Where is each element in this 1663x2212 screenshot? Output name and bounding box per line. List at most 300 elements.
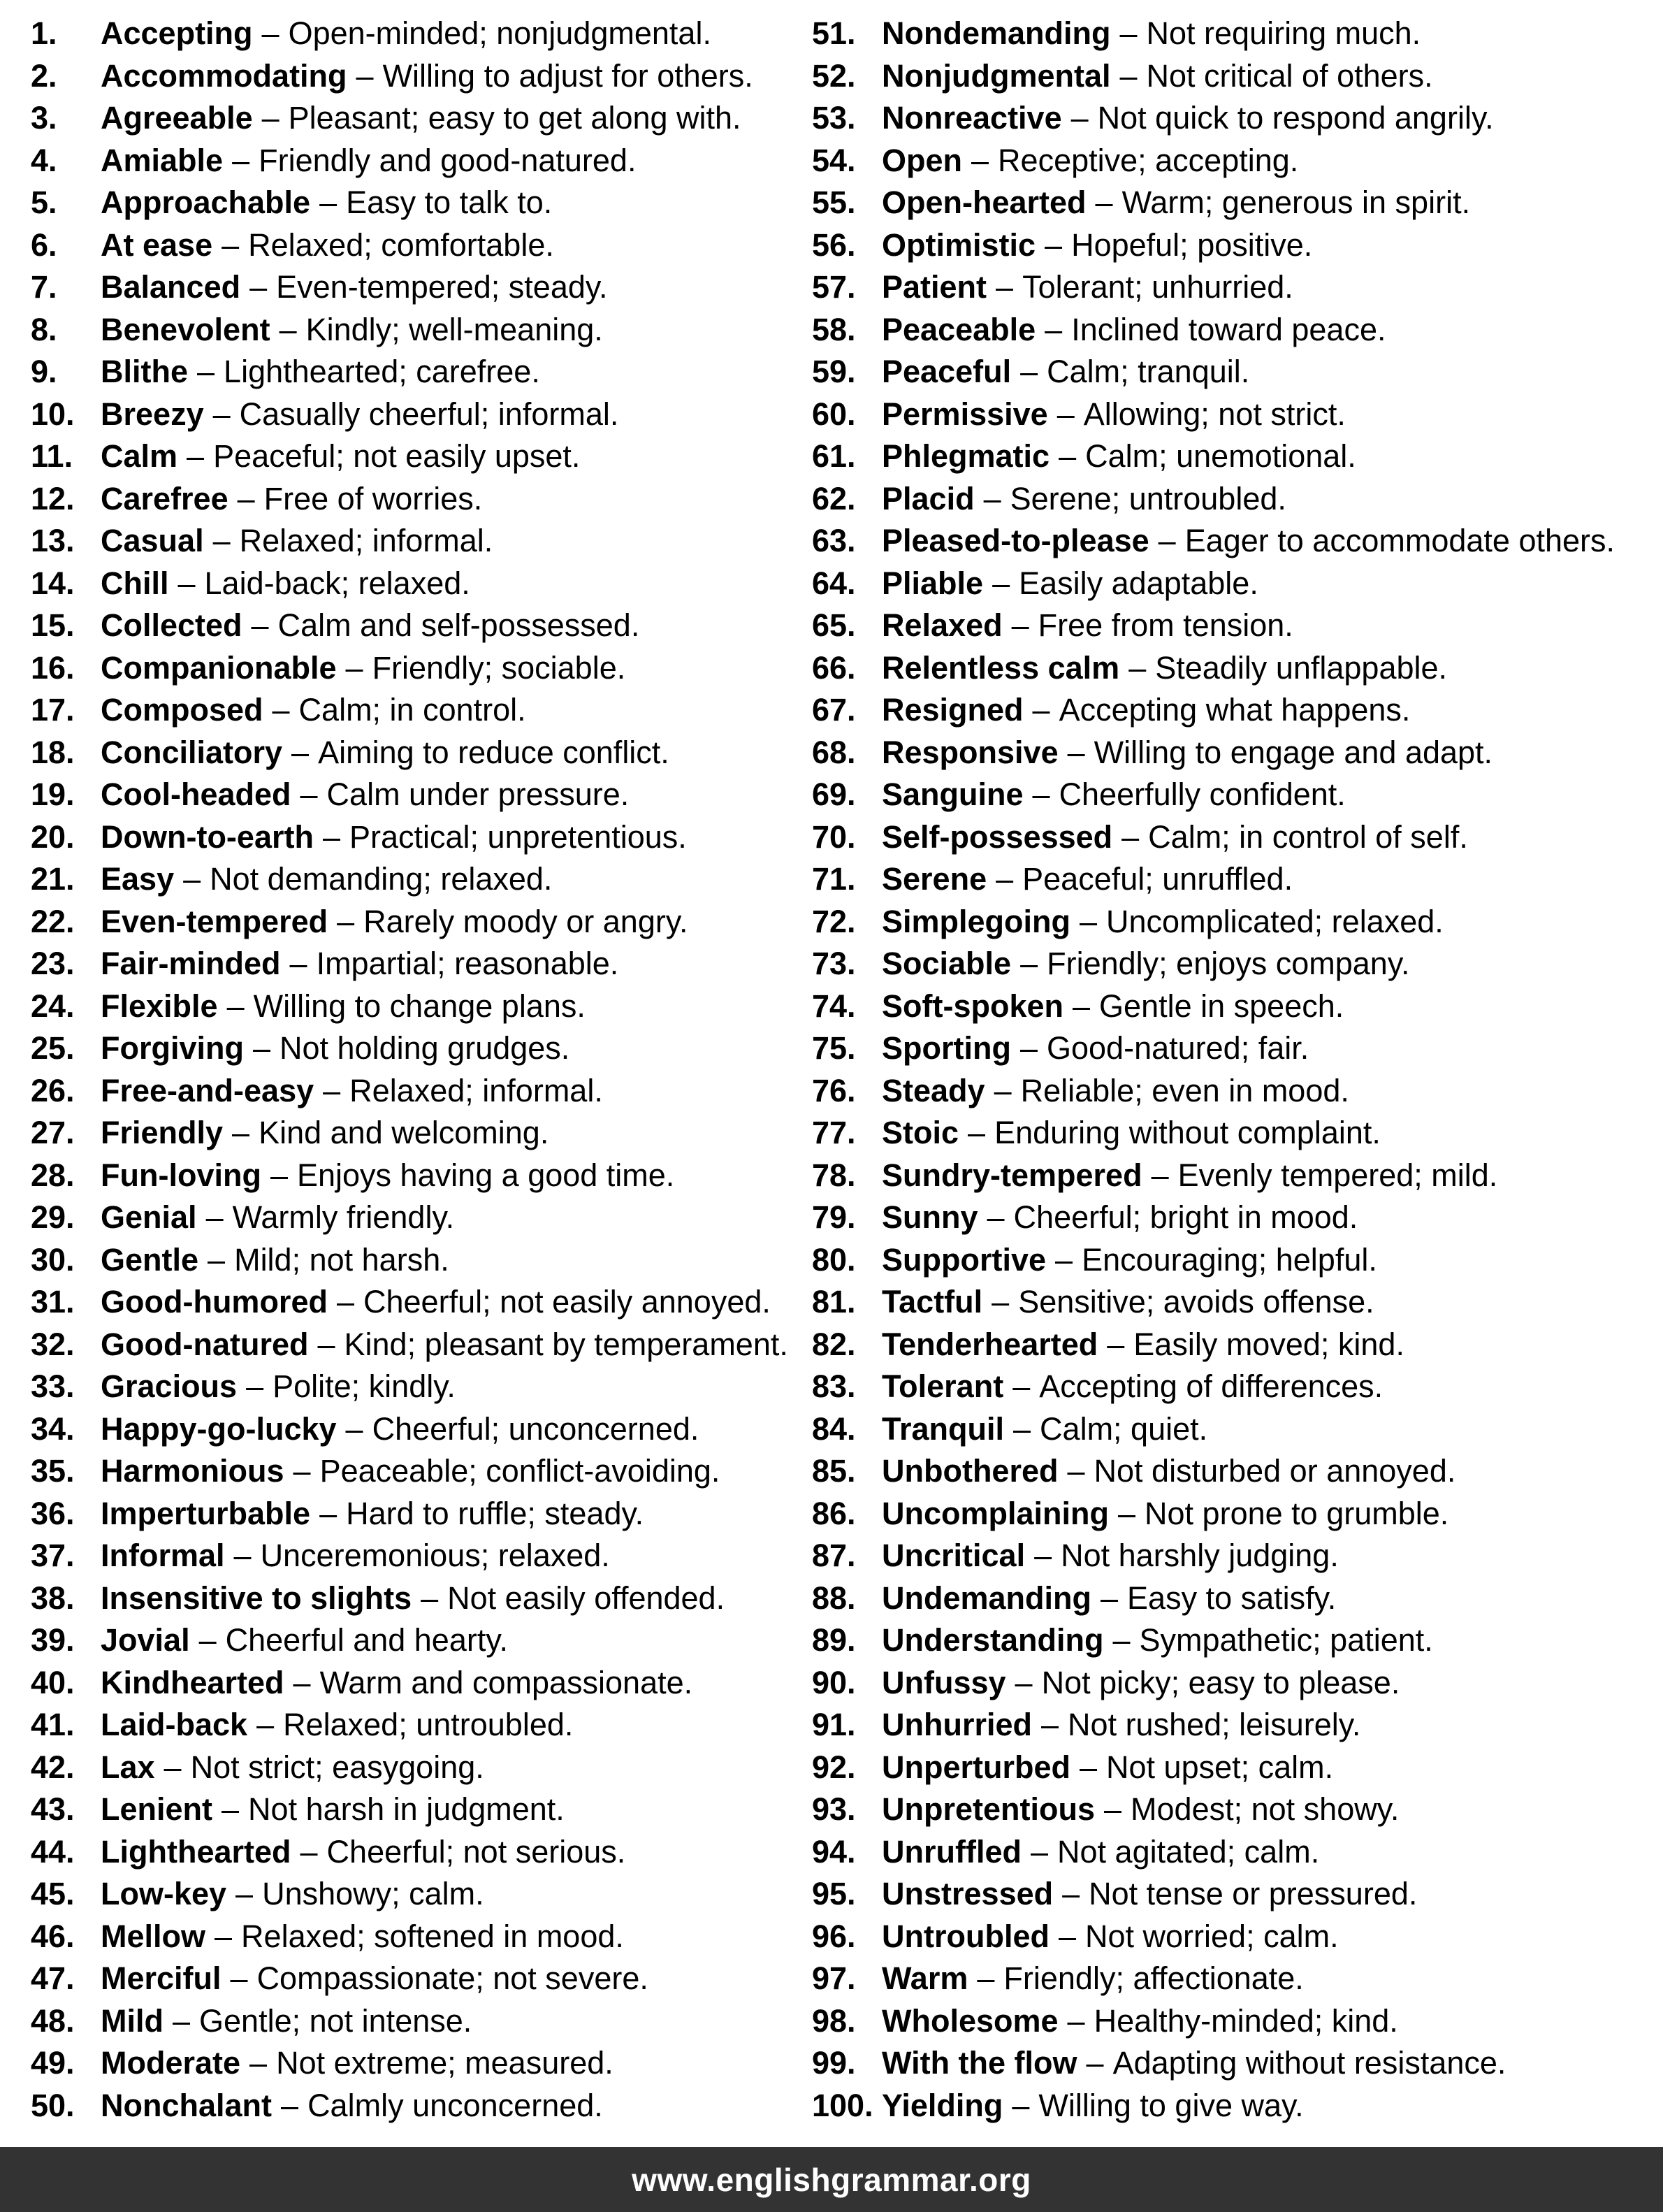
- item-definition: Cheerful and hearty.: [225, 1622, 509, 1658]
- item-word: Collected: [101, 607, 242, 643]
- item-word: Undemanding: [882, 1580, 1091, 1616]
- item-text: [882, 1070, 1349, 1113]
- list-item: [31, 1619, 812, 1662]
- item-word: Serene: [882, 861, 987, 897]
- list-item: [812, 1239, 1615, 1282]
- item-definition: Calm; in control.: [298, 692, 526, 728]
- item-definition: Pleasant; easy to get along with.: [288, 100, 741, 136]
- item-definition: Friendly and good-natured.: [259, 142, 637, 178]
- list-item: [812, 1747, 1615, 1789]
- item-definition: Receptive; accepting.: [998, 142, 1299, 178]
- item-word: Mellow: [101, 1918, 206, 1954]
- item-definition: Cheerful; bright in mood.: [1013, 1199, 1358, 1235]
- item-definition: Compassionate; not severe.: [256, 1960, 648, 1996]
- item-separator: –: [235, 1876, 254, 1911]
- item-number: 57.: [812, 269, 856, 305]
- item-text: [101, 1747, 484, 1789]
- item-number: 51.: [812, 15, 856, 51]
- item-separator: –: [291, 734, 310, 770]
- item-separator: –: [233, 1538, 252, 1573]
- item-text: [101, 563, 470, 605]
- item-text: [101, 1112, 549, 1155]
- item-definition: Free of worries.: [263, 480, 483, 516]
- item-separator: –: [212, 396, 231, 432]
- item-word: Friendly: [101, 1115, 224, 1150]
- item-word: Nondemanding: [882, 15, 1111, 51]
- list-item: [812, 605, 1615, 647]
- item-definition: Not disturbed or annoyed.: [1094, 1453, 1456, 1489]
- item-definition: Calm; unemotional.: [1085, 438, 1356, 474]
- item-text: [882, 351, 1249, 393]
- item-word: Untroubled: [882, 1918, 1050, 1954]
- list-item: [812, 732, 1615, 774]
- item-separator: –: [1107, 1326, 1125, 1362]
- item-definition: Not upset; calm.: [1106, 1749, 1334, 1785]
- item-text: [101, 351, 540, 393]
- item-number: 85.: [812, 1453, 856, 1489]
- list-item: [812, 563, 1615, 605]
- item-number: 29.: [31, 1199, 75, 1235]
- list-item: [812, 224, 1615, 267]
- item-separator: –: [272, 692, 290, 728]
- list-item: [31, 520, 812, 563]
- item-definition: Not holding grudges.: [279, 1030, 570, 1066]
- list-item: [31, 1747, 812, 1789]
- item-definition: Cheerful; unconcerned.: [372, 1410, 699, 1447]
- item-separator: –: [323, 1072, 341, 1108]
- list-item: [812, 1535, 1615, 1577]
- item-text: [101, 1450, 720, 1493]
- item-word: Free-and-easy: [101, 1072, 314, 1108]
- item-word: Permissive: [882, 396, 1048, 432]
- item-number: 38.: [31, 1580, 75, 1616]
- item-text: [882, 55, 1433, 98]
- item-word: Peaceable: [882, 311, 1036, 347]
- item-number: 14.: [31, 565, 75, 601]
- item-text: [882, 563, 1258, 605]
- item-definition: Easily moved; kind.: [1133, 1326, 1404, 1362]
- item-text: [882, 774, 1346, 816]
- list-item: [31, 1873, 812, 1916]
- list-item: [812, 1281, 1615, 1324]
- item-text: [101, 605, 639, 647]
- item-definition: Cheerful; not easily annoyed.: [363, 1284, 771, 1320]
- list-item: [31, 1704, 812, 1747]
- item-definition: Mild; not harsh.: [234, 1241, 449, 1278]
- item-definition: Not critical of others.: [1146, 57, 1433, 94]
- item-separator: –: [208, 1241, 226, 1278]
- item-separator: –: [336, 1284, 354, 1320]
- item-separator: –: [1012, 1368, 1031, 1404]
- item-separator: –: [1062, 1876, 1080, 1911]
- item-number: 44.: [31, 1833, 75, 1870]
- item-definition: Calm; tranquil.: [1047, 354, 1250, 389]
- word-list-column-left: [31, 13, 812, 2127]
- item-number: 84.: [812, 1410, 856, 1447]
- item-separator: –: [289, 946, 307, 981]
- item-definition: Relaxed; comfortable.: [248, 226, 554, 263]
- item-number: 93.: [812, 1791, 856, 1827]
- list-item: [812, 1831, 1615, 1874]
- item-separator: –: [992, 565, 1010, 601]
- item-text: [882, 943, 1410, 985]
- item-word: Tenderhearted: [882, 1326, 1098, 1362]
- item-word: Easy: [101, 861, 175, 897]
- item-number: 97.: [812, 1960, 856, 1996]
- item-text: [101, 1070, 603, 1113]
- word-list-column-right: [812, 13, 1615, 2127]
- item-word: Good-natured: [101, 1326, 309, 1362]
- list-item: [812, 943, 1615, 985]
- item-definition: Easy to satisfy.: [1127, 1580, 1337, 1616]
- list-item: [812, 55, 1615, 98]
- item-definition: Not demanding; relaxed.: [210, 861, 553, 897]
- item-text: [882, 858, 1293, 901]
- list-item: [812, 1112, 1615, 1155]
- item-number: 26.: [31, 1072, 75, 1108]
- item-word: Carefree: [101, 480, 228, 516]
- item-number: 96.: [812, 1918, 856, 1954]
- item-word: Imperturbable: [101, 1495, 311, 1531]
- list-item: [31, 774, 812, 816]
- item-number: 80.: [812, 1241, 856, 1278]
- item-text: [882, 647, 1447, 690]
- item-text: [101, 1281, 771, 1324]
- item-number: 6.: [31, 226, 57, 263]
- item-word: Happy-go-lucky: [101, 1410, 337, 1447]
- item-separator: –: [215, 1918, 233, 1954]
- item-separator: –: [232, 142, 250, 178]
- item-number: 71.: [812, 861, 856, 897]
- item-separator: –: [1019, 1030, 1038, 1066]
- list-item: [31, 1408, 812, 1451]
- item-separator: –: [322, 818, 340, 855]
- list-item: [812, 13, 1615, 55]
- item-number: 70.: [812, 818, 856, 855]
- item-number: 13.: [31, 523, 75, 558]
- item-number: 61.: [812, 438, 856, 474]
- item-number: 73.: [812, 946, 856, 981]
- item-definition: Kindly; well-meaning.: [305, 311, 603, 347]
- item-separator: –: [249, 269, 268, 305]
- list-item: [812, 1958, 1615, 2000]
- item-text: [882, 1281, 1374, 1324]
- list-item: [31, 1493, 812, 1535]
- item-text: [882, 266, 1293, 309]
- item-definition: Accepting of differences.: [1039, 1368, 1384, 1404]
- item-separator: –: [300, 776, 318, 812]
- item-text: [101, 1788, 565, 1831]
- item-definition: Peaceable; conflict-avoiding.: [319, 1453, 720, 1489]
- item-text: [882, 1619, 1433, 1662]
- item-separator: –: [1080, 1749, 1098, 1785]
- list-item: [812, 393, 1615, 436]
- item-word: Pliable: [882, 565, 984, 601]
- item-number: 55.: [812, 185, 856, 220]
- item-definition: Gentle; not intense.: [199, 2002, 472, 2039]
- item-separator: –: [1058, 1918, 1076, 1954]
- item-definition: Calm; quiet.: [1040, 1410, 1208, 1447]
- item-separator: –: [996, 861, 1014, 897]
- item-separator: –: [319, 1495, 337, 1531]
- item-number: 32.: [31, 1326, 75, 1362]
- item-definition: Calm and self-possessed.: [277, 607, 640, 643]
- item-number: 47.: [31, 1960, 75, 1996]
- footer-bar: [0, 2147, 1663, 2212]
- item-separator: –: [183, 861, 201, 897]
- item-definition: Tolerant; unhurried.: [1022, 269, 1293, 305]
- item-word: Mild: [101, 2002, 164, 2039]
- list-item: [812, 97, 1615, 140]
- item-separator: –: [994, 1072, 1012, 1108]
- item-text: [882, 901, 1444, 944]
- item-separator: –: [1104, 1791, 1122, 1827]
- item-text: [101, 1027, 569, 1070]
- item-number: 78.: [812, 1157, 856, 1193]
- item-separator: –: [421, 1580, 439, 1616]
- item-text: [882, 2085, 1304, 2127]
- item-definition: Not rushed; leisurely.: [1068, 1707, 1361, 1742]
- list-item: [812, 478, 1615, 521]
- item-number: 65.: [812, 607, 856, 643]
- item-word: Wholesome: [882, 2002, 1059, 2039]
- item-number: 17.: [31, 692, 75, 728]
- item-definition: Willing to change plans.: [253, 988, 586, 1024]
- item-definition: Lighthearted; carefree.: [224, 354, 540, 389]
- item-word: Pleased-to-please: [882, 523, 1149, 558]
- item-definition: Not quick to respond angrily.: [1097, 100, 1494, 136]
- item-number: 74.: [812, 988, 856, 1024]
- item-definition: Not agitated; calm.: [1057, 1833, 1320, 1870]
- item-word: Lax: [101, 1749, 155, 1785]
- list-item: [31, 858, 812, 901]
- item-word: Unfussy: [882, 1664, 1006, 1700]
- list-item: [31, 55, 812, 98]
- item-word: Composed: [101, 692, 263, 728]
- item-definition: Laid-back; relaxed.: [204, 565, 470, 601]
- list-item: [31, 13, 812, 55]
- list-item: [812, 985, 1615, 1028]
- item-definition: Not picky; easy to please.: [1041, 1664, 1400, 1700]
- item-definition: Unceremonious; relaxed.: [260, 1538, 610, 1573]
- list-item: [31, 393, 812, 436]
- item-text: [101, 1916, 624, 1958]
- list-item: [812, 689, 1615, 732]
- item-word: Unhurried: [882, 1707, 1033, 1742]
- item-separator: –: [996, 269, 1014, 305]
- item-text: [882, 1324, 1404, 1366]
- item-text: [101, 393, 618, 436]
- item-definition: Warmly friendly.: [232, 1199, 455, 1235]
- item-word: Even-tempered: [101, 903, 328, 939]
- item-word: Phlegmatic: [882, 438, 1050, 474]
- item-number: 41.: [31, 1707, 75, 1742]
- item-separator: –: [187, 438, 205, 474]
- item-separator: –: [300, 1833, 318, 1870]
- item-number: 45.: [31, 1876, 75, 1911]
- list-item: [31, 1916, 812, 1958]
- item-text: [882, 309, 1386, 352]
- item-separator: –: [1095, 185, 1113, 220]
- item-word: Steady: [882, 1072, 985, 1108]
- item-separator: –: [1030, 1833, 1049, 1870]
- list-item: [31, 266, 812, 309]
- item-number: 48.: [31, 2002, 75, 2039]
- item-word: At ease: [101, 226, 213, 263]
- list-item: [31, 1281, 812, 1324]
- item-text: [882, 435, 1356, 478]
- list-item: [812, 1324, 1615, 1366]
- item-word: Gracious: [101, 1368, 238, 1404]
- item-definition: Calmly unconcerned.: [307, 2087, 603, 2123]
- item-text: [101, 2042, 613, 2085]
- item-word: Nonreactive: [882, 100, 1062, 136]
- item-number: 8.: [31, 311, 57, 347]
- item-definition: Not strict; easygoing.: [190, 1749, 484, 1785]
- item-definition: Evenly tempered; mild.: [1177, 1157, 1498, 1193]
- item-text: [882, 605, 1293, 647]
- list-item: [812, 1450, 1615, 1493]
- item-text: [101, 266, 608, 309]
- item-separator: –: [1128, 649, 1147, 686]
- item-definition: Serene; untroubled.: [1010, 480, 1286, 516]
- item-definition: Aiming to reduce conflict.: [318, 734, 669, 770]
- item-separator: –: [279, 311, 297, 347]
- item-definition: Warm; generous in spirit.: [1121, 185, 1471, 220]
- item-definition: Not harshly judging.: [1061, 1538, 1339, 1573]
- item-number: 89.: [812, 1622, 856, 1658]
- list-item: [31, 1450, 812, 1493]
- item-definition: Not tense or pressured.: [1089, 1876, 1418, 1911]
- item-separator: –: [256, 1707, 275, 1742]
- item-number: 27.: [31, 1115, 75, 1150]
- item-number: 98.: [812, 2002, 856, 2039]
- item-definition: Relaxed; untroubled.: [283, 1707, 574, 1742]
- item-word: Soft-spoken: [882, 988, 1064, 1024]
- item-text: [882, 732, 1493, 774]
- item-number: 42.: [31, 1749, 75, 1785]
- item-separator: –: [249, 2045, 268, 2081]
- item-separator: –: [261, 100, 279, 136]
- item-separator: –: [222, 1791, 240, 1827]
- item-definition: Easily adaptable.: [1019, 565, 1258, 601]
- item-text: [882, 689, 1410, 732]
- item-word: Warm: [882, 1960, 968, 1996]
- item-number: 68.: [812, 734, 856, 770]
- item-word: Optimistic: [882, 226, 1036, 263]
- item-word: Calm: [101, 438, 178, 474]
- list-item: [31, 816, 812, 859]
- item-word: Understanding: [882, 1622, 1104, 1658]
- item-text: [101, 1577, 725, 1620]
- item-word: Cool-headed: [101, 776, 291, 812]
- item-number: 69.: [812, 776, 856, 812]
- item-text: [101, 2000, 472, 2043]
- item-text: [101, 478, 482, 521]
- item-number: 52.: [812, 57, 856, 94]
- list-item: [31, 1197, 812, 1239]
- item-definition: Friendly; affectionate.: [1003, 1960, 1304, 1996]
- item-definition: Easy to talk to.: [346, 185, 553, 220]
- item-text: [882, 478, 1286, 521]
- item-separator: –: [1067, 2002, 1085, 2039]
- item-text: [101, 1619, 508, 1662]
- item-definition: Kind and welcoming.: [259, 1115, 549, 1150]
- list-item: [31, 1324, 812, 1366]
- item-separator: –: [197, 354, 215, 389]
- item-number: 79.: [812, 1199, 856, 1235]
- item-separator: –: [977, 1960, 995, 1996]
- item-word: Harmonious: [101, 1453, 284, 1489]
- item-text: [101, 55, 753, 98]
- list-item: [31, 435, 812, 478]
- item-word: Flexible: [101, 988, 218, 1024]
- item-definition: Steadily unflappable.: [1155, 649, 1448, 686]
- item-number: 58.: [812, 311, 856, 347]
- list-item: [31, 1662, 812, 1705]
- item-definition: Sympathetic; patient.: [1139, 1622, 1433, 1658]
- list-item: [812, 774, 1615, 816]
- item-number: 34.: [31, 1410, 75, 1447]
- item-text: [101, 182, 552, 224]
- list-item: [812, 140, 1615, 182]
- item-text: [882, 1535, 1339, 1577]
- item-separator: –: [230, 1960, 248, 1996]
- item-text: [101, 1324, 788, 1366]
- item-number: 75.: [812, 1030, 856, 1066]
- item-number: 35.: [31, 1453, 75, 1489]
- item-number: 87.: [812, 1538, 856, 1573]
- item-number: 99.: [812, 2045, 856, 2081]
- item-text: [101, 1408, 699, 1451]
- item-word: Low-key: [101, 1876, 227, 1911]
- item-number: 77.: [812, 1115, 856, 1150]
- list-item: [812, 816, 1615, 859]
- item-word: Sporting: [882, 1030, 1011, 1066]
- item-separator: –: [1067, 734, 1085, 770]
- item-number: 94.: [812, 1833, 856, 1870]
- item-word: Open-hearted: [882, 185, 1087, 220]
- item-text: [101, 1831, 625, 1874]
- item-definition: Cheerful; not serious.: [326, 1833, 626, 1870]
- item-word: Peaceful: [882, 354, 1012, 389]
- item-definition: Even-tempered; steady.: [276, 269, 608, 305]
- list-item: [31, 1366, 812, 1408]
- item-text: [882, 816, 1468, 859]
- item-separator: –: [237, 480, 255, 516]
- item-word: Balanced: [101, 269, 241, 305]
- item-definition: Calm under pressure.: [326, 776, 630, 812]
- item-text: [101, 1662, 692, 1705]
- item-number: 12.: [31, 480, 75, 516]
- item-definition: Reliable; even in mood.: [1020, 1072, 1349, 1108]
- list-item: [31, 901, 812, 944]
- item-separator: –: [319, 185, 337, 220]
- item-separator: –: [337, 903, 355, 939]
- item-number: 23.: [31, 946, 75, 981]
- list-item: [31, 647, 812, 690]
- item-text: [101, 520, 493, 563]
- item-number: 4.: [31, 142, 57, 178]
- list-item: [31, 224, 812, 267]
- item-separator: –: [164, 1749, 182, 1785]
- item-definition: Impartial; reasonable.: [316, 946, 619, 981]
- item-definition: Not prone to grumble.: [1145, 1495, 1449, 1531]
- item-number: 33.: [31, 1368, 75, 1404]
- item-separator: –: [1059, 438, 1077, 474]
- item-separator: –: [345, 1410, 363, 1447]
- item-word: Laid-back: [101, 1707, 248, 1742]
